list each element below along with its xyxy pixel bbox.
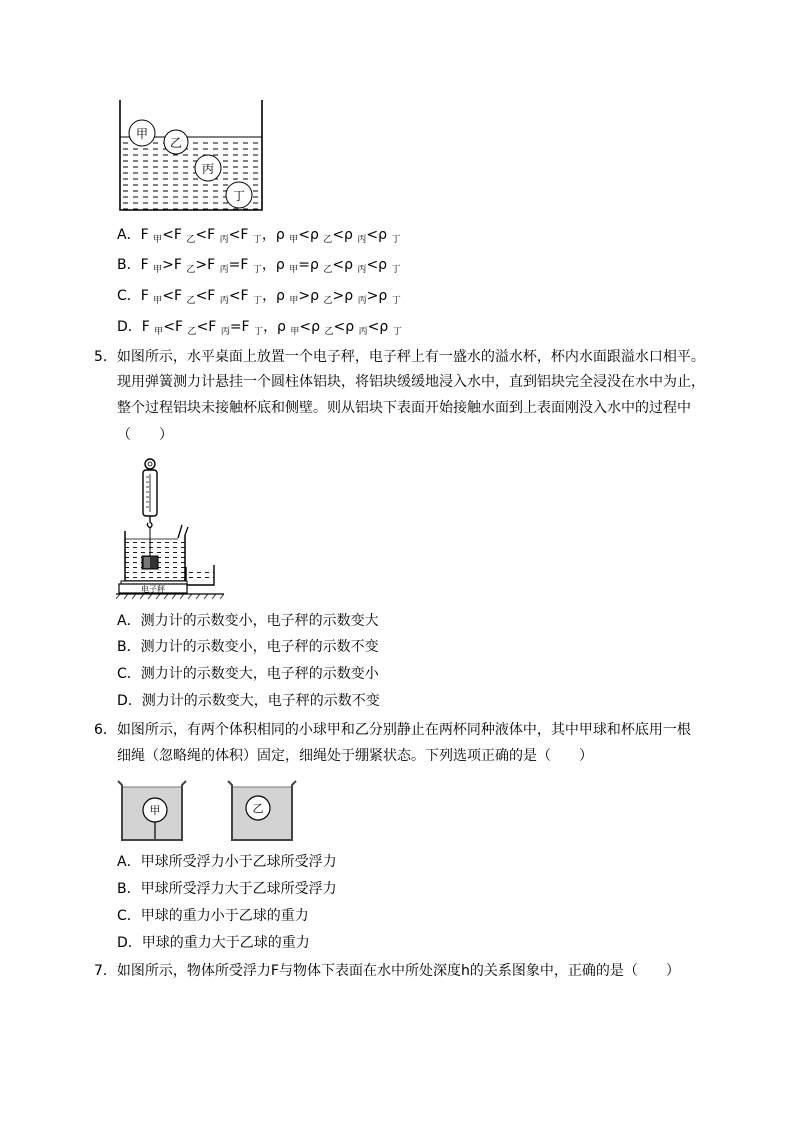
q4-option-c: C．F $_甲$<F $_乙$<F $_丙$<F $_丁$，ρ $_甲$>ρ $_乙$>ρ $_丙$>ρ $_丁$ [117,288,401,306]
q5-figure [116,455,226,601]
q6-option-c: C．甲球的重力小于乙球的重力 [117,908,309,924]
svg-text:甲: 甲 [135,127,149,141]
q6-stem-line-1: 6．如图所示，有两个体积相同的小球甲和乙分别静止在两杯同种液体中，其中甲球和杯底用一根 [94,722,691,738]
ball-bing [195,155,221,181]
q5-stem-line-4: （ ） [117,427,173,443]
q4-figure [112,98,272,214]
q4-option-d: D．F $_甲$<F $_乙$<F $_丙$=F $_丁$，ρ $_甲$<ρ $_乙$<ρ $_丙$<ρ $_丁$ [117,319,402,337]
q4-option-b: B．F $_甲$>F $_乙$>F $_丙$=F $_丁$，ρ $_甲$=ρ $_乙$<ρ $_丙$<ρ $_丁$ [117,257,401,275]
svg-text:丙: 丙 [201,162,215,176]
svg-text:丁: 丁 [232,189,246,203]
q5-option-b: B．测力计的示数变小，电子秤的示数不变 [117,639,379,655]
q4-option-a: A．F $_甲$<F $_乙$<F $_丙$<F $_丁$，ρ $_甲$<ρ $_乙$<ρ $_丙$<ρ $_丁$ [117,227,401,245]
electronic-scale-label: 电子秤 [141,585,165,594]
svg-text:乙: 乙 [169,136,183,150]
ball-jia [129,120,155,146]
q7-stem: 7．如图所示，物体所受浮力F与物体下表面在水中所处深度h的关系图象中，正确的是（ ） [94,963,680,979]
q5-stem-line-3: 整个过程铝块未接触杯底和侧壁。则从铝块下表面开始接触水面到上表面刚没入水中的过程中 [117,400,691,416]
q6-figure-cup-a [114,778,190,844]
q5-stem-line-2: 现用弹簧测力计悬挂一个圆柱体铝块，将铝块缓缓地浸入水中，直到铝块完全浸没在水中为止， [117,374,705,390]
ball-ding [226,182,252,208]
q6-option-a: A．甲球所受浮力小于乙球所受浮力 [117,854,337,870]
q5-option-c: C．测力计的示数变大，电子秤的示数变小 [117,666,379,682]
q6-option-b: B．甲球所受浮力大于乙球所受浮力 [117,881,337,897]
q6-stem-line-2: 细绳（忽略绳的体积）固定，细绳处于绷紧状态。下列选项正确的是（ ） [117,748,593,764]
q6-figure-cup-b [224,778,300,844]
q6-option-d: D．甲球的重力大于乙球的重力 [117,935,310,951]
ball-jia-label: 甲 [149,804,161,817]
q5-option-d: D．测力计的示数变大，电子秤的示数不变 [117,693,380,709]
q5-option-a: A．测力计的示数变小，电子秤的示数变大 [117,613,379,629]
ball-yi-label: 乙 [252,802,264,815]
q5-stem-line-1: 5．如图所示，水平桌面上放置一个电子秤，电子秤上有一盛水的溢水杯，杯内水面跟溢水口相平。 [94,349,705,365]
ball-yi [164,130,188,154]
